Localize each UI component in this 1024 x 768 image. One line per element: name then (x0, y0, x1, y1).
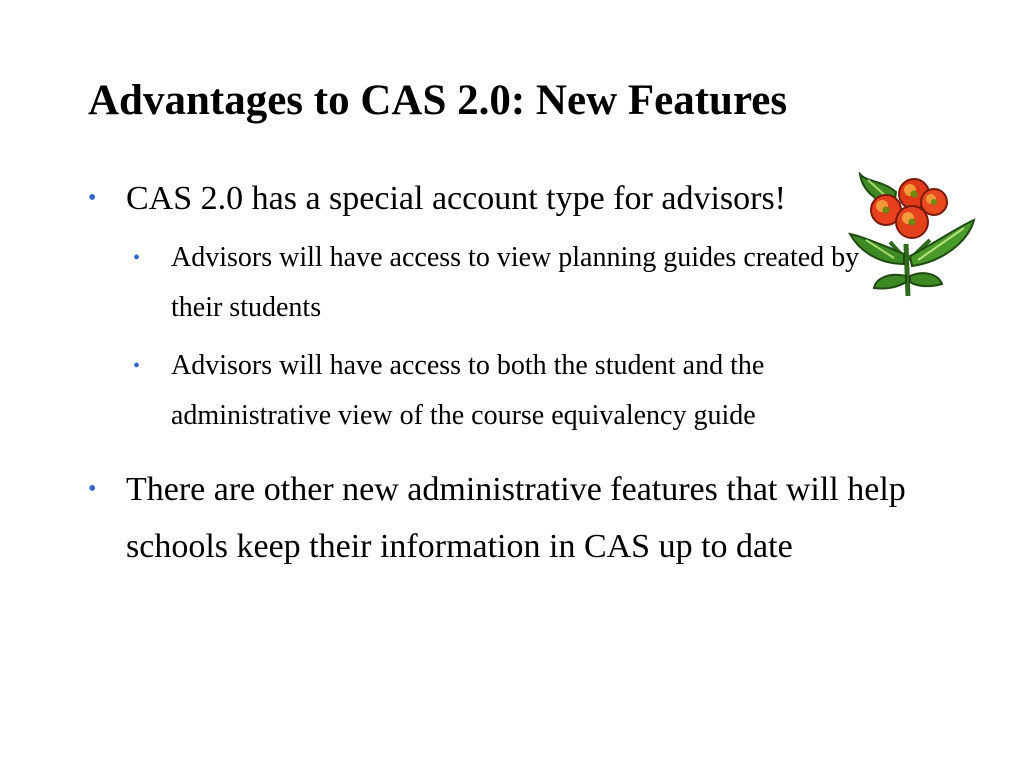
bullet-text: There are other new administrative features that will help schools keep their information in CAS up to date (126, 471, 906, 565)
bullet-item (88, 170, 846, 227)
flower-bouquet-icon (846, 172, 976, 298)
sub-bullet-item (133, 341, 871, 441)
bullet-dot-icon: • (133, 355, 141, 377)
bullet-text: CAS 2.0 has a special account type for advisors! (126, 180, 786, 217)
sub-bullet-item (133, 233, 871, 333)
bullet-list (88, 170, 948, 575)
slide-title: Advantages to CAS 2.0: New Features (88, 77, 788, 124)
bullet-dot-icon: • (133, 247, 141, 269)
sub-bullet-text: Advisors will have access to view planning guides created by their students (171, 242, 860, 323)
sub-bullet-list (88, 233, 948, 441)
sub-bullet-text: Advisors will have access to both the student and the administrative view of the course equivalency guide (171, 350, 765, 431)
bullet-dot-icon: • (88, 185, 97, 211)
bullet-item (88, 461, 946, 575)
bullet-dot-icon: • (88, 476, 97, 502)
